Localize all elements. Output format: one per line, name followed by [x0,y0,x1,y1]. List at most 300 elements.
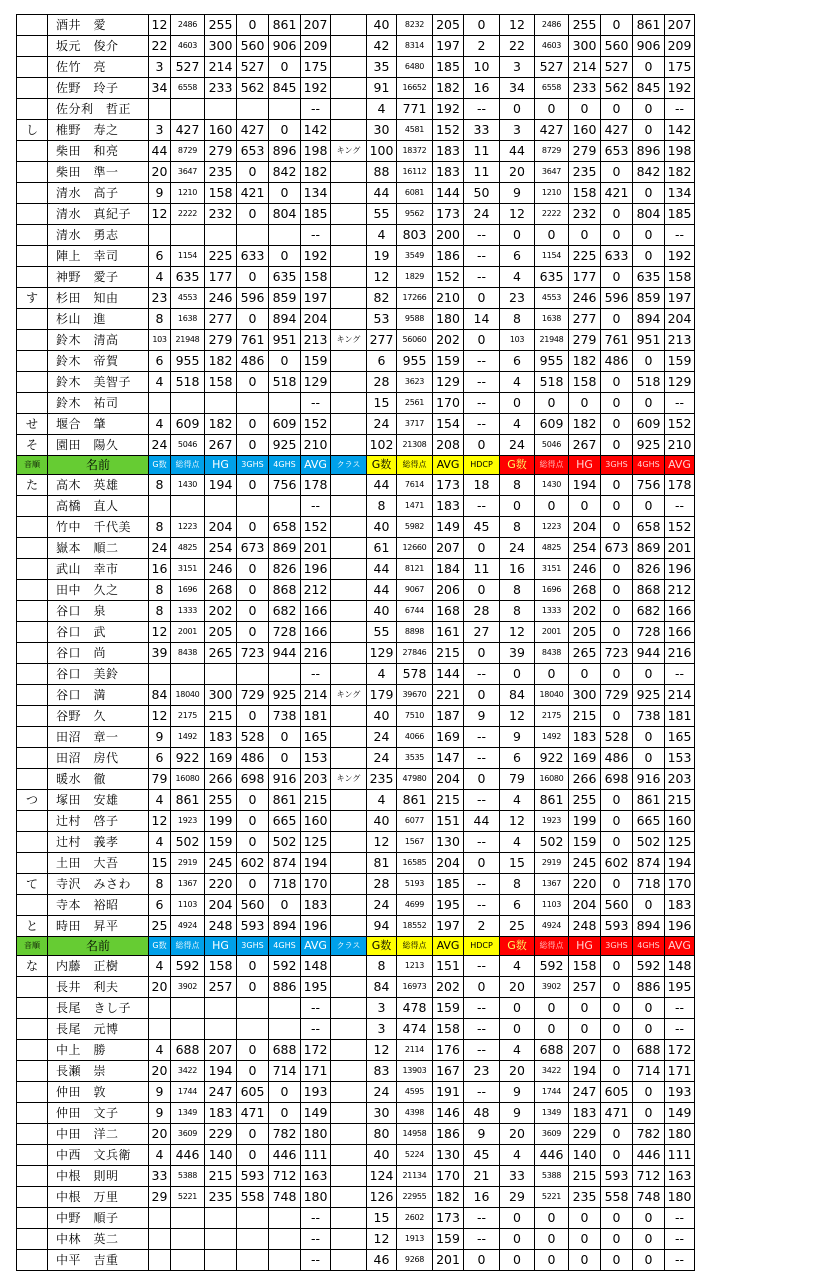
period-total-cell: 3647 [535,162,569,183]
season-average-cell: 204 [301,309,331,330]
cumulative-hdcp-cell: 23 [464,1061,500,1082]
cumulative-games-cell: 24 [367,748,397,769]
season-4g-series-cell: 916 [269,769,301,790]
player-name-cell: 清水 勇志 [48,225,149,246]
season-games-cell: 79 [149,769,171,790]
header-games: G数 [149,937,171,956]
season-games-cell: 33 [149,1166,171,1187]
period-3g-series-cell: 0 [601,372,633,393]
season-games-cell: 15 [149,853,171,874]
season-total-cell: 8729 [171,141,205,162]
season-4g-series-cell: 658 [269,517,301,538]
player-name-cell: 谷口 満 [48,685,149,706]
season-average-cell: 196 [301,559,331,580]
period-high-game-cell: 232 [569,204,601,225]
season-average-cell: 172 [301,1040,331,1061]
period-4g-series-cell: 896 [633,141,665,162]
cumulative-games-cell: 15 [367,393,397,414]
player-name-cell: 佐分利 哲正 [48,99,149,120]
period-games-cell: 12 [500,622,535,643]
season-high-game-cell [205,1229,237,1250]
period-average-cell: -- [665,1208,695,1229]
period-average-cell: 192 [665,78,695,99]
class-cell [331,162,367,183]
season-average-cell: 134 [301,183,331,204]
period-3g-series-cell: 0 [601,664,633,685]
season-4g-series-cell: 886 [269,977,301,998]
table-row [17,1019,695,1040]
season-3g-series-cell: 558 [237,1187,269,1208]
period-total-cell: 502 [535,832,569,853]
table-row [17,1103,695,1124]
season-4g-series-cell: 718 [269,874,301,895]
table-row [17,622,695,643]
period-average-cell: 111 [665,1145,695,1166]
table-row [17,99,695,120]
season-games-cell: 84 [149,685,171,706]
season-games-cell [149,496,171,517]
period-total-cell: 4924 [535,916,569,937]
season-high-game-cell: 268 [205,580,237,601]
season-total-cell: 5046 [171,435,205,456]
period-3g-series-cell: 0 [601,267,633,288]
class-cell [331,204,367,225]
cumulative-hdcp-cell: 18 [464,475,500,496]
period-average-cell: 180 [665,1187,695,1208]
table-row [17,1082,695,1103]
cumulative-total-cell: 14958 [397,1124,433,1145]
season-total-cell: 5221 [171,1187,205,1208]
cumulative-total-cell: 4066 [397,727,433,748]
class-cell [331,1061,367,1082]
period-3g-series-cell: 486 [601,351,633,372]
cumulative-total-cell: 39670 [397,685,433,706]
period-3g-series-cell: 0 [601,1145,633,1166]
season-4g-series-cell: 894 [269,309,301,330]
kana-index-cell [17,78,48,99]
class-cell: キング [331,330,367,351]
season-games-cell: 4 [149,1040,171,1061]
kana-index-cell [17,601,48,622]
period-3g-series-cell: 761 [601,330,633,351]
cumulative-hdcp-cell: -- [464,727,500,748]
cumulative-games-cell: 40 [367,1145,397,1166]
season-3g-series-cell: 0 [237,601,269,622]
cumulative-games-cell: 44 [367,183,397,204]
season-high-game-cell [205,1250,237,1271]
header-games-period: G数 [500,456,535,475]
table-row [17,309,695,330]
season-high-game-cell: 204 [205,517,237,538]
season-games-cell [149,393,171,414]
season-average-cell: 163 [301,1166,331,1187]
class-cell [331,706,367,727]
cumulative-total-cell: 18372 [397,141,433,162]
header-total-cumulative: 総得点 [397,937,433,956]
cumulative-average-cell: 184 [433,559,464,580]
season-games-cell: 4 [149,790,171,811]
season-3g-series-cell: 673 [237,538,269,559]
period-high-game-cell: 0 [569,1250,601,1271]
period-4g-series-cell: 0 [633,748,665,769]
class-cell [331,99,367,120]
season-high-game-cell [205,998,237,1019]
period-4g-series-cell: 886 [633,977,665,998]
season-3g-series-cell: 560 [237,36,269,57]
cumulative-total-cell: 474 [397,1019,433,1040]
cumulative-average-cell: 152 [433,120,464,141]
table-row [17,1145,695,1166]
period-games-cell: 8 [500,601,535,622]
season-high-game-cell: 215 [205,1166,237,1187]
season-4g-series-cell: 842 [269,162,301,183]
table-row [17,727,695,748]
kana-index-cell: せ [17,414,48,435]
cumulative-total-cell: 7510 [397,706,433,727]
header-average-period: AVG [665,456,695,475]
season-3g-series-cell: 0 [237,1061,269,1082]
season-3g-series-cell: 602 [237,853,269,874]
season-total-cell: 1430 [171,475,205,496]
period-4g-series-cell: 0 [633,998,665,1019]
season-4g-series-cell [269,664,301,685]
season-3g-series-cell: 486 [237,351,269,372]
season-high-game-cell [205,496,237,517]
cumulative-hdcp-cell: -- [464,664,500,685]
period-3g-series-cell: 0 [601,874,633,895]
season-games-cell: 23 [149,288,171,309]
class-cell [331,622,367,643]
cumulative-hdcp-cell: 9 [464,706,500,727]
season-games-cell: 12 [149,811,171,832]
period-total-cell: 1492 [535,727,569,748]
period-average-cell: 152 [665,414,695,435]
season-high-game-cell: 169 [205,748,237,769]
season-average-cell: 207 [301,15,331,36]
cumulative-total-cell: 6480 [397,57,433,78]
header-total-period: 総得点 [535,456,569,475]
cumulative-total-cell: 5982 [397,517,433,538]
season-average-cell: 170 [301,874,331,895]
season-average-cell: -- [301,1229,331,1250]
period-games-cell: 0 [500,225,535,246]
season-total-cell: 1696 [171,580,205,601]
cumulative-games-cell: 12 [367,267,397,288]
cumulative-average-cell: 205 [433,15,464,36]
player-name-cell: 中上 勝 [48,1040,149,1061]
period-4g-series-cell: 0 [633,727,665,748]
class-cell [331,998,367,1019]
cumulative-hdcp-cell: 45 [464,517,500,538]
player-name-cell: 時田 昇平 [48,916,149,937]
period-total-cell: 2486 [535,15,569,36]
period-games-cell: 3 [500,57,535,78]
cumulative-hdcp-cell: 24 [464,204,500,225]
season-high-game-cell: 246 [205,288,237,309]
season-games-cell: 6 [149,351,171,372]
season-high-game-cell: 255 [205,15,237,36]
period-average-cell: 171 [665,1061,695,1082]
period-4g-series-cell: 714 [633,1061,665,1082]
season-3g-series-cell: 560 [237,895,269,916]
season-3g-series-cell [237,1208,269,1229]
season-games-cell: 12 [149,706,171,727]
period-games-cell: 20 [500,977,535,998]
period-3g-series-cell: 0 [601,706,633,727]
cumulative-average-cell: 151 [433,956,464,977]
cumulative-games-cell: 100 [367,141,397,162]
season-4g-series-cell [269,1208,301,1229]
player-name-cell: 谷野 久 [48,706,149,727]
season-high-game-cell: 225 [205,246,237,267]
period-games-cell: 9 [500,183,535,204]
season-4g-series-cell: 0 [269,351,301,372]
cumulative-hdcp-cell: -- [464,1229,500,1250]
cumulative-games-cell: 88 [367,162,397,183]
table-row [17,998,695,1019]
period-4g-series-cell: 748 [633,1187,665,1208]
table-row [17,78,695,99]
player-name-cell: 内藤 正樹 [48,956,149,977]
period-average-cell: 209 [665,36,695,57]
season-high-game-cell: 182 [205,414,237,435]
period-3g-series-cell: 0 [601,601,633,622]
cumulative-games-cell: 44 [367,580,397,601]
period-3g-series-cell: 0 [601,622,633,643]
cumulative-total-cell: 803 [397,225,433,246]
season-games-cell: 12 [149,15,171,36]
cumulative-hdcp-cell: -- [464,414,500,435]
table-row [17,1124,695,1145]
period-games-cell: 9 [500,727,535,748]
period-4g-series-cell: 502 [633,832,665,853]
period-average-cell: 195 [665,977,695,998]
season-total-cell [171,664,205,685]
season-3g-series-cell: 0 [237,475,269,496]
cumulative-total-cell: 9588 [397,309,433,330]
season-high-game-cell [205,225,237,246]
season-total-cell: 592 [171,956,205,977]
period-3g-series-cell: 0 [601,811,633,832]
season-total-cell: 518 [171,372,205,393]
kana-index-cell [17,1208,48,1229]
class-cell [331,309,367,330]
header-total: 総得点 [171,937,205,956]
season-average-cell: 158 [301,267,331,288]
period-3g-series-cell: 0 [601,225,633,246]
season-4g-series-cell [269,1250,301,1271]
season-total-cell: 1638 [171,309,205,330]
cumulative-total-cell: 1213 [397,956,433,977]
season-4g-series-cell: 665 [269,811,301,832]
season-games-cell: 25 [149,916,171,937]
season-total-cell: 635 [171,267,205,288]
class-cell [331,1124,367,1145]
period-total-cell: 0 [535,1250,569,1271]
period-games-cell: 25 [500,916,535,937]
season-games-cell: 4 [149,372,171,393]
period-games-cell: 8 [500,517,535,538]
player-name-cell: 杉山 進 [48,309,149,330]
season-average-cell: 209 [301,36,331,57]
season-3g-series-cell [237,1229,269,1250]
period-total-cell: 1333 [535,601,569,622]
cumulative-hdcp-cell: 0 [464,853,500,874]
season-games-cell: 103 [149,330,171,351]
class-cell [331,1082,367,1103]
period-average-cell: 125 [665,832,695,853]
season-4g-series-cell: 861 [269,15,301,36]
period-games-cell: 0 [500,664,535,685]
season-average-cell: 153 [301,748,331,769]
period-average-cell: -- [665,664,695,685]
season-3g-series-cell: 729 [237,685,269,706]
table-row [17,538,695,559]
season-total-cell: 3151 [171,559,205,580]
class-cell [331,1229,367,1250]
cumulative-average-cell: 151 [433,811,464,832]
cumulative-hdcp-cell: 11 [464,162,500,183]
season-total-cell: 861 [171,790,205,811]
season-average-cell: 182 [301,162,331,183]
period-games-cell: 79 [500,769,535,790]
season-3g-series-cell: 0 [237,956,269,977]
season-high-game-cell: 220 [205,874,237,895]
cumulative-total-cell: 3549 [397,246,433,267]
period-high-game-cell: 255 [569,15,601,36]
cumulative-games-cell: 35 [367,57,397,78]
period-average-cell: 142 [665,120,695,141]
cumulative-total-cell: 2114 [397,1040,433,1061]
kana-index-cell: す [17,288,48,309]
season-3g-series-cell: 0 [237,1124,269,1145]
season-high-game-cell: 215 [205,706,237,727]
cumulative-average-cell: 159 [433,998,464,1019]
season-3g-series-cell: 0 [237,309,269,330]
cumulative-total-cell: 21134 [397,1166,433,1187]
season-4g-series-cell: 0 [269,246,301,267]
period-total-cell: 861 [535,790,569,811]
kana-index-cell [17,622,48,643]
period-average-cell: 152 [665,517,695,538]
season-games-cell: 4 [149,267,171,288]
player-name-cell: 寺本 裕昭 [48,895,149,916]
kana-index-cell [17,643,48,664]
period-average-cell: 198 [665,141,695,162]
player-name-cell: 神野 愛子 [48,267,149,288]
kana-index-cell [17,1187,48,1208]
period-total-cell: 1210 [535,183,569,204]
period-4g-series-cell: 518 [633,372,665,393]
header-games-cumulative: G数 [367,937,397,956]
class-cell [331,517,367,538]
season-high-game-cell: 254 [205,538,237,559]
period-high-game-cell: 220 [569,874,601,895]
cumulative-games-cell: 3 [367,1019,397,1040]
period-total-cell: 609 [535,414,569,435]
cumulative-hdcp-cell: 0 [464,977,500,998]
period-3g-series-cell: 633 [601,246,633,267]
cumulative-games-cell: 4 [367,99,397,120]
season-4g-series-cell: 0 [269,727,301,748]
cumulative-average-cell: 185 [433,874,464,895]
period-3g-series-cell: 0 [601,1229,633,1250]
season-total-cell: 1367 [171,874,205,895]
cumulative-total-cell: 2602 [397,1208,433,1229]
season-3g-series-cell: 528 [237,727,269,748]
cumulative-hdcp-cell: 11 [464,559,500,580]
period-high-game-cell: 257 [569,977,601,998]
header-rank: 音順 [17,456,48,475]
period-3g-series-cell: 560 [601,895,633,916]
season-4g-series-cell: 869 [269,538,301,559]
player-name-cell: 佐野 玲子 [48,78,149,99]
cumulative-hdcp-cell: -- [464,895,500,916]
cumulative-total-cell: 8898 [397,622,433,643]
period-high-game-cell: 177 [569,267,601,288]
cumulative-games-cell: 124 [367,1166,397,1187]
period-total-cell: 688 [535,1040,569,1061]
period-average-cell: 163 [665,1166,695,1187]
kana-index-cell: な [17,956,48,977]
cumulative-hdcp-cell: 2 [464,916,500,937]
period-games-cell: 22 [500,36,535,57]
season-average-cell: 148 [301,956,331,977]
table-row [17,874,695,895]
kana-index-cell [17,559,48,580]
period-4g-series-cell: 826 [633,559,665,580]
period-3g-series-cell: 421 [601,183,633,204]
season-average-cell: -- [301,998,331,1019]
period-games-cell: 0 [500,1208,535,1229]
header-total-cumulative: 総得点 [397,456,433,475]
period-3g-series-cell: 596 [601,288,633,309]
season-4g-series-cell: 0 [269,120,301,141]
period-total-cell: 0 [535,99,569,120]
header-high-game-period: HG [569,937,601,956]
player-name-cell: 谷口 泉 [48,601,149,622]
period-total-cell: 3609 [535,1124,569,1145]
period-4g-series-cell: 0 [633,393,665,414]
season-4g-series-cell [269,998,301,1019]
cumulative-games-cell: 55 [367,622,397,643]
cumulative-hdcp-cell: -- [464,225,500,246]
season-4g-series-cell: 925 [269,685,301,706]
cumulative-hdcp-cell: 14 [464,309,500,330]
period-average-cell: 166 [665,601,695,622]
table-row [17,706,695,727]
kana-index-cell [17,538,48,559]
player-name-cell: 長井 利夫 [48,977,149,998]
period-4g-series-cell: 0 [633,246,665,267]
period-games-cell: 4 [500,1145,535,1166]
season-4g-series-cell: 756 [269,475,301,496]
table-row [17,977,695,998]
season-high-game-cell: 183 [205,727,237,748]
period-total-cell: 5388 [535,1166,569,1187]
cumulative-games-cell: 84 [367,977,397,998]
period-total-cell: 8438 [535,643,569,664]
season-3g-series-cell: 0 [237,204,269,225]
player-name-cell: 中田 洋二 [48,1124,149,1145]
period-4g-series-cell: 0 [633,120,665,141]
period-high-game-cell: 158 [569,956,601,977]
season-average-cell: -- [301,664,331,685]
period-high-game-cell: 0 [569,1229,601,1250]
season-4g-series-cell: 845 [269,78,301,99]
period-total-cell: 1223 [535,517,569,538]
period-total-cell: 1696 [535,580,569,601]
